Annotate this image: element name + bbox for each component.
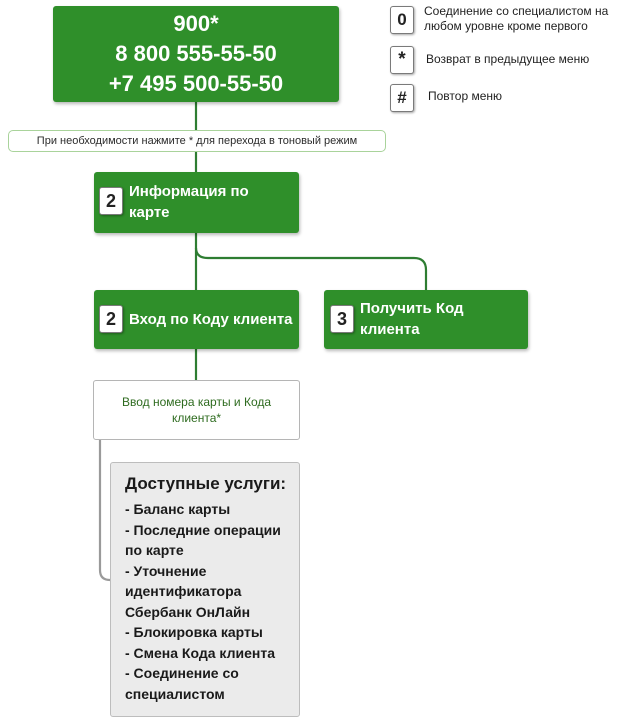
legend-text-hash: Повтор меню [428,89,503,103]
menu-node-get-client-code [324,290,528,349]
services-title: Доступные услуги: [125,474,287,493]
legend-text-star: Возврат в предыдущее меню [426,52,590,66]
service-item-recent-operations: - Последние операции по карте [125,521,281,558]
menu-key-card-info-label: 2 [105,190,116,211]
service-item-block-card: - Блокировка карты [125,624,263,640]
legend-key-hash [390,84,414,112]
service-item-balance: - Баланс карты [125,501,231,517]
legend-key-star [390,46,414,74]
legend-key-star-label: * [398,49,406,70]
menu-label-client-code-login: Вход по Коду клиента [129,311,293,328]
connector-card-info-to-get-code [196,248,426,290]
legend-key-hash-label: # [397,88,407,107]
phone-numbers-box [53,6,339,102]
menu-key-get-client-code-label: 3 [336,308,347,329]
menu-node-client-code-login [94,290,299,349]
menu-key-get-client-code [330,305,354,333]
menu-key-client-code-login [99,305,123,333]
card-input-step [93,380,300,440]
phone-toll-free: 8 800 555-55-50 [115,41,277,66]
menu-label-card-info: Информация по карте [129,183,249,221]
menu-key-card-info [99,187,123,215]
legend-text-0: Соединение со специалистом на любом уровне кроме первого [424,4,609,33]
phone-moscow: +7 495 500-55-50 [108,71,284,96]
connector-card-input-to-services [100,440,110,580]
card-input-text: Ввод номера карты и Кода клиента* [121,395,272,425]
menu-key-client-code-login-label: 2 [105,308,116,329]
service-item-change-code: - Смена Кода клиента [125,644,275,661]
legend-key-0-label: 0 [397,10,407,29]
menu-node-card-info [94,172,299,233]
service-item-specialist: - Соединение со специалистом [125,665,239,702]
tone-mode-note: При необходимости нажмите * для перехода в тоновый режим [8,130,386,152]
phone-short: 900* [173,11,219,36]
service-item-sbol-id: - Уточнение идентификатора Сбербанк ОнЛайн [125,562,251,620]
legend-key-0 [390,6,414,34]
available-services-box [110,462,300,717]
menu-label-get-client-code: Получить Код клиента [360,300,464,338]
